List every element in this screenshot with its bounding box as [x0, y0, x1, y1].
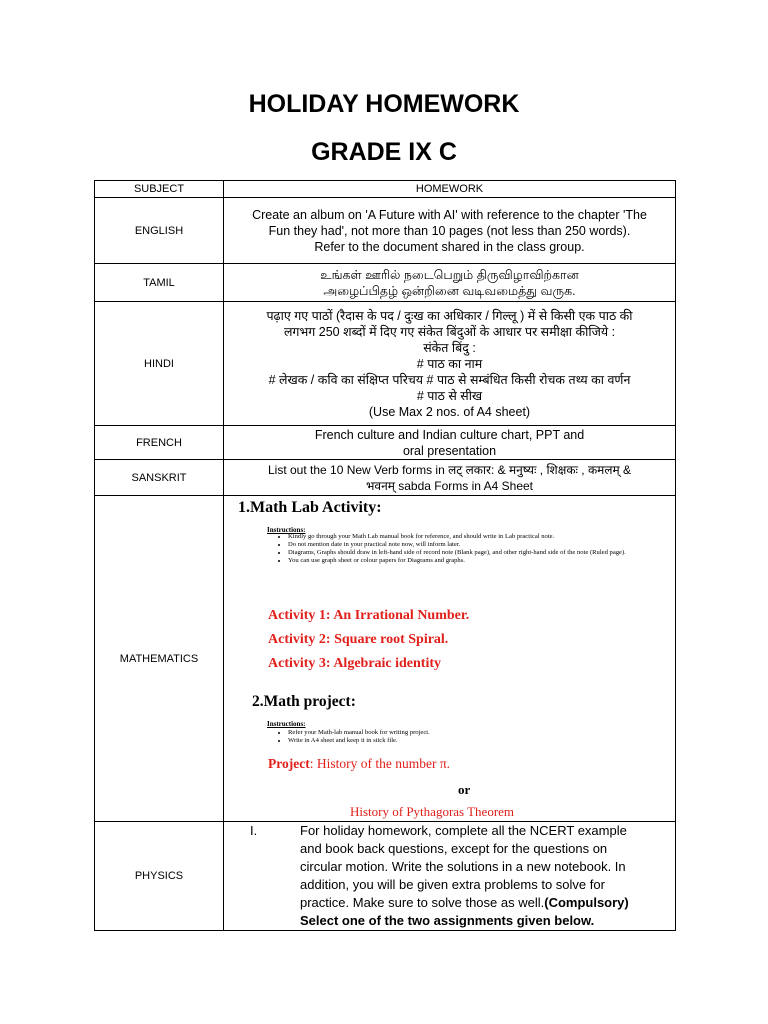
english-line: Create an album on 'A Future with AI' with reference to the chapter 'The: [252, 207, 647, 222]
subject-hindi: HINDI: [95, 302, 224, 426]
physics-select-note: Select one of the two assignments given below.: [300, 913, 595, 928]
math-project-heading: 2.Math project:: [252, 692, 356, 710]
lab-instructions-label: Instructions:: [267, 525, 306, 534]
project-text: : History of the number π.: [309, 755, 451, 771]
hindi-line: लगभग 250 शब्दों में दिए गए संकेत बिंदुओं के आधार पर समीक्षा कीजिये :: [283, 324, 616, 339]
table-row: [95, 460, 676, 496]
homework-english: [224, 198, 676, 264]
physics-line: addition, you will be given extra problems to solve for: [300, 877, 605, 892]
project-instructions-label: Instructions:: [267, 719, 306, 728]
hindi-line: संकेत बिंदु :: [423, 340, 476, 355]
list-item: • Do not mention date in your practical note now, will inform later.: [288, 541, 658, 549]
subject-column-header: SUBJECT: [95, 181, 224, 198]
table-row: [95, 426, 676, 460]
table-row: [95, 822, 676, 931]
activity-1: Activity 1: An Irrational Number.: [268, 607, 470, 623]
list-item: • Refer your Math-lab manual book for writing project.: [288, 729, 658, 737]
subject-tamil: TAMIL: [95, 264, 224, 302]
homework-mathematics: [224, 496, 676, 822]
list-item: • Diagrams, Graphs should draw in left-hand side of record note (Blank page), and other right-hand side of the note (Ruled page).: [288, 549, 658, 557]
homework-hindi: [224, 302, 676, 426]
homework-column-header: HOMEWORK: [224, 181, 676, 198]
subject-mathematics: MATHEMATICS: [95, 496, 224, 822]
physics-line: and book back questions, except for the questions on: [300, 841, 608, 856]
subject-physics: PHYSICS: [95, 822, 224, 931]
hindi-line: (Use Max 2 nos. of A4 sheet): [368, 404, 531, 419]
tamil-line: அழைப்பிதழ் ஒன்றினை வடிவமைத்து வருக.: [323, 283, 576, 298]
list-item: • Write in A4 sheet and keep it in stick file.: [288, 737, 658, 745]
homework-table: [94, 180, 676, 931]
english-line: Fun they had', not more than 10 pages (not less than 250 words).: [268, 223, 631, 238]
math-lab-heading: 1.Math Lab Activity:: [238, 498, 382, 516]
lab-instructions-list: [276, 533, 658, 565]
homework-physics: [224, 822, 676, 931]
physics-line: circular motion. Write the solutions in a new notebook. In: [300, 859, 626, 874]
sanskrit-line: भवनम् sabda Forms in A4 Sheet: [365, 478, 534, 493]
project-line: [268, 756, 450, 772]
subject-english: ENGLISH: [95, 198, 224, 264]
table-row: [95, 496, 676, 822]
hindi-line: पढ़ाए गए पाठों (रैदास के पद / दुःख का अधिकार / गिल्लू ) में से किसी एक पाठ की: [266, 308, 633, 323]
activity-2: Activity 2: Square root Spiral.: [268, 631, 449, 647]
homework-sanskrit: [224, 460, 676, 496]
french-line: French culture and Indian culture chart, PPT and: [314, 427, 585, 442]
physics-line: [300, 894, 671, 912]
hindi-line: # पाठ से सीख: [416, 388, 483, 403]
physics-line: For holiday homework, complete all the NCERT example: [300, 823, 627, 838]
physics-body: [300, 822, 671, 912]
physics-number: I.: [250, 823, 258, 838]
table-row: [95, 198, 676, 264]
compulsory-label: (Compulsory): [544, 895, 629, 910]
hindi-line: # लेखक / कवि का संक्षिप्त परिचय # पाठ से सम्बंधित किसी रोचक तथ्य का वर्णन: [268, 372, 631, 387]
page-title: HOLIDAY HOMEWORK: [248, 90, 520, 118]
activity-3: Activity 3: Algebraic identity: [268, 655, 442, 671]
project-instructions-list: [276, 729, 658, 745]
table-row: [95, 302, 676, 426]
homework-french: [224, 426, 676, 460]
homework-tamil: [224, 264, 676, 302]
hindi-line: # पाठ का नाम: [416, 356, 483, 371]
physics-line-text: practice. Make sure to solve those as well.: [300, 895, 545, 910]
english-line: Refer to the document shared in the class group.: [314, 239, 585, 254]
grade-title: GRADE IX C: [311, 138, 457, 166]
tamil-line: உங்கள் ஊரில் நடைபெறும் திருவிழாவிற்கான: [320, 267, 579, 282]
list-item: • Kindly go through your Math Lab manual book for reference, and should write in Lab practical note.: [288, 533, 658, 541]
project-alt: History of Pythagoras Theorem: [350, 803, 515, 819]
subject-french: FRENCH: [95, 426, 224, 460]
sanskrit-line: List out the 10 New Verb forms in लट् लकार: & मनुष्यः , शिक्षकः , कमलम् &: [267, 462, 632, 477]
project-label: Project: [268, 755, 310, 771]
french-line: oral presentation: [402, 443, 497, 458]
or-text: or: [458, 781, 471, 797]
table-header-row: [95, 181, 676, 198]
math-image-block: [224, 498, 675, 820]
subject-sanskrit: SANSKRIT: [95, 460, 224, 496]
list-item: • You can use graph sheet or colour papers for Diagrams and graphs.: [288, 557, 658, 565]
table-row: [95, 264, 676, 302]
